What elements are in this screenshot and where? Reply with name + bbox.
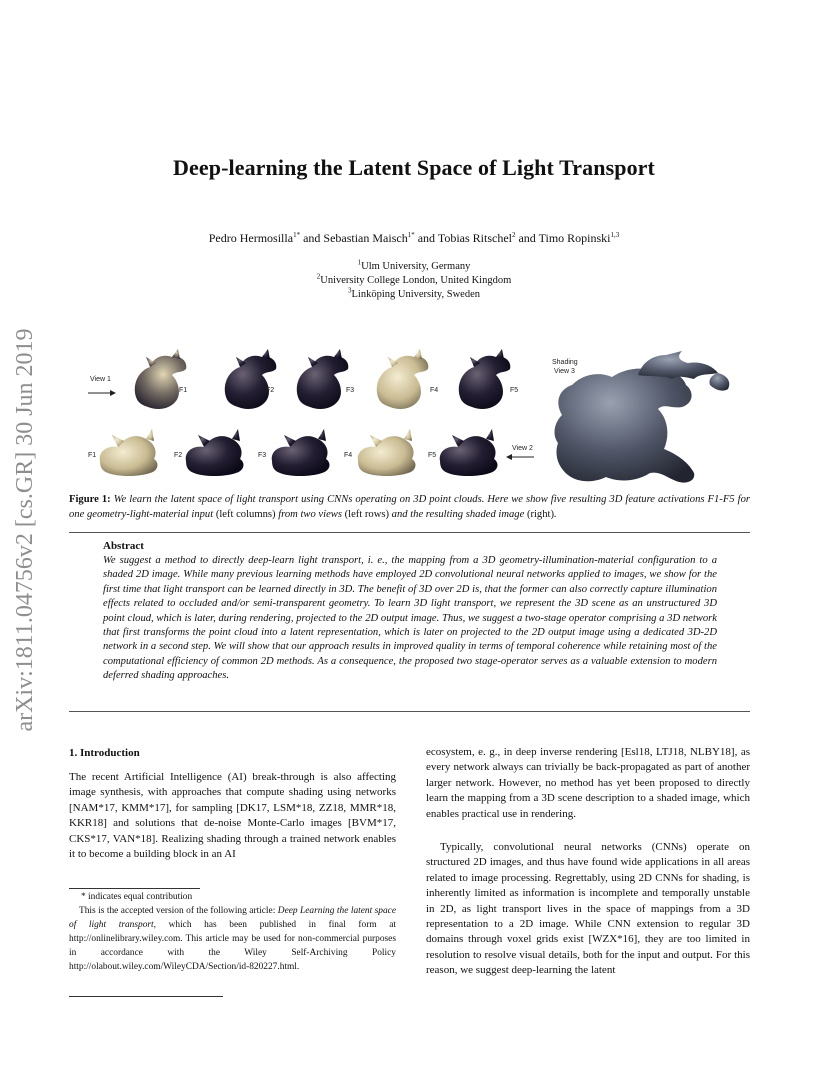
author-name: and Sebastian Maisch	[300, 231, 408, 245]
caption-text: We learn the latent space of light transport using CNNs operating on 3D point clouds. Here we show five resulting 3D feature activations F1-F5 for one geometry-light-material input	[69, 494, 750, 521]
author-name: and Timo Ropinski	[515, 231, 611, 245]
caption-text: from two views	[275, 509, 345, 521]
dragon-f4-bottom	[358, 429, 416, 476]
feature-label: F5	[510, 387, 519, 394]
author-line	[0, 231, 828, 246]
footnote-rule-bottom	[69, 996, 223, 997]
view3-label: View 3	[554, 368, 575, 375]
author-affil-sup: 2	[511, 231, 516, 239]
author-affil-sup: 1*	[407, 231, 415, 239]
affiliation-sup: 1	[357, 258, 362, 267]
footnote-equal: * indicates equal contribution	[81, 892, 193, 902]
shaded-dragon	[555, 351, 730, 483]
feature-label: F4	[430, 387, 439, 394]
caption-text: (left columns)	[215, 509, 276, 521]
dragon-f3-top	[297, 349, 349, 409]
affiliation-text: Linköping University, Sweden	[351, 289, 480, 300]
figure-1	[82, 345, 750, 487]
feature-label: F3	[258, 452, 267, 459]
feature-label: F1	[88, 452, 97, 459]
caption-text: .	[554, 509, 557, 521]
caption-text: and the resulting shaded image	[389, 509, 527, 521]
dragon-f1-bottom	[100, 429, 158, 476]
abstract-rule-bottom	[69, 711, 750, 712]
figure-1-image	[82, 345, 750, 487]
dragon-f5-bottom	[440, 429, 498, 476]
footnote-note	[69, 905, 396, 975]
dragon-f5-top	[459, 349, 511, 409]
footnote-text: , which has been published in final form at http://onlinelibrary.wiley.com. This article may be used for non-commercial purposes in accordance with the Wiley Self-Archiving Policy http://olabout.wiley.com/WileyCDA/Section/id-820227.html.	[69, 919, 396, 972]
view2-label: View 2	[512, 445, 533, 452]
shading-label: Shading	[552, 359, 578, 366]
section-heading: 1. Introduction	[69, 747, 140, 759]
figure-caption	[69, 492, 750, 523]
feature-label: F2	[266, 387, 275, 394]
author-affil-sup: 1,3	[610, 231, 620, 239]
caption-text: (left rows)	[344, 509, 390, 521]
intro-paragraph: Typically, convolutional neural networks (CNNs) operate on structured 2D images, and thus have found wide applications in all areas related to image processing. Regrettably, using 2D CNNs for shading, is inherently limited as information is incomplete and temporally unstable in 2D, as light transport lives in the space of mappings from a 3D representation to a 2D image. While CNN extension to regular 3D domains through voxel grids exist [WZX*16], they are too limited in resolution to resolve visual details, both for the input and output. For this reason, we suggest deep-learning the latent	[426, 841, 750, 977]
feature-label: F3	[346, 387, 355, 394]
arrow-head-icon	[506, 454, 512, 460]
intro-paragraph: ecosystem, e. g., in deep inverse rendering [Esl18, LTJ18, NLBY18], as every network always can trivially be back-propagated as part of another larger network. However, no method has yet been proposed to directly learn the mapping from a 3D scene description to a shaded image, which enables practical use in rendering.	[426, 746, 750, 820]
abstract-heading: Abstract	[103, 540, 144, 552]
author-affil-sup: 1*	[293, 231, 301, 239]
affiliation-text: University College London, United Kingdom	[320, 275, 512, 286]
affiliation	[0, 272, 828, 286]
dragon-f1-top	[135, 349, 187, 409]
dragon-f2-bottom	[186, 429, 244, 476]
affiliation	[0, 286, 828, 300]
footnote-article-title: Deep Learning the latent space of light transport	[69, 906, 397, 930]
arxiv-stamp: arXiv:1811.04756v2 [cs.GR] 30 Jun 2019	[12, 328, 38, 732]
abstract-text: We suggest a method to directly deep-learn light transport, i. e., the mapping from a 3D geometry-illumination-material configuration to a shaded 2D image. While many previous learning methods have employed 2D convolutional neural networks applied to images, we show for the first time that light transport can be learned directly in 3D. The benefit of 3D over 2D is, that the former can also correctly capture illumination effects related to occluded and/or semi-transparent geometry. To learn 3D light transport, we represent the 3D scene as an unstructured 3D point cloud, which is later, during rendering, projected to the 2D output image. Thus, we suggest a two-stage operator comprising a 3D network that first transforms the point cloud into a latent representation, which is later on projected to the 2D output image using a dedicated 3D-2D network in a second step. We will show that our approach results in improved quality in terms of temporal coherence while retaining most of the computational efficiency of common 2D methods. As a consequence, the proposed two stage-operator serves as a valuable extension to modern deferred shading approaches.	[103, 555, 717, 682]
footnote-text: This is the accepted version of the following article:	[79, 906, 278, 916]
view1-label: View 1	[90, 376, 111, 383]
dragon-f3-bottom	[272, 429, 330, 476]
intro-paragraph: The recent Artificial Intelligence (AI) break-through is also affecting image synthesis, with approaches that compute shading using networks [NAM*17, KMM*17], for sampling [DK17, LSM*18, ZZ18, MMR*18, KKR18] and solutions that de-noise Monte-Carlo images [BVM*17, CKS*17, VAN*18]. Realizing shading through a trained network enables it to become a building block in an AI	[69, 771, 396, 861]
caption-label: Figure 1:	[69, 494, 111, 505]
author-name: Pedro Hermosilla	[208, 231, 294, 245]
paper-title: Deep-learning the Latent Space of Light Transport	[173, 155, 655, 180]
affiliation-sup: 2	[316, 272, 321, 281]
feature-label: F4	[344, 452, 353, 459]
arrow-head-icon	[110, 390, 116, 396]
abstract-rule-top	[69, 532, 750, 533]
feature-label: F2	[174, 452, 183, 459]
caption-text: (right)	[526, 509, 555, 521]
feature-label: F5	[428, 452, 437, 459]
dragon-f2-top	[225, 349, 277, 409]
dragon-f4-top	[377, 349, 429, 409]
author-name: and Tobias Ritschel	[414, 231, 512, 245]
footnote-rule	[69, 888, 200, 889]
affiliation-sup: 3	[347, 286, 352, 295]
affiliation-text: Ulm University, Germany	[361, 261, 471, 272]
affiliation	[0, 258, 828, 272]
feature-label: F1	[179, 387, 188, 394]
